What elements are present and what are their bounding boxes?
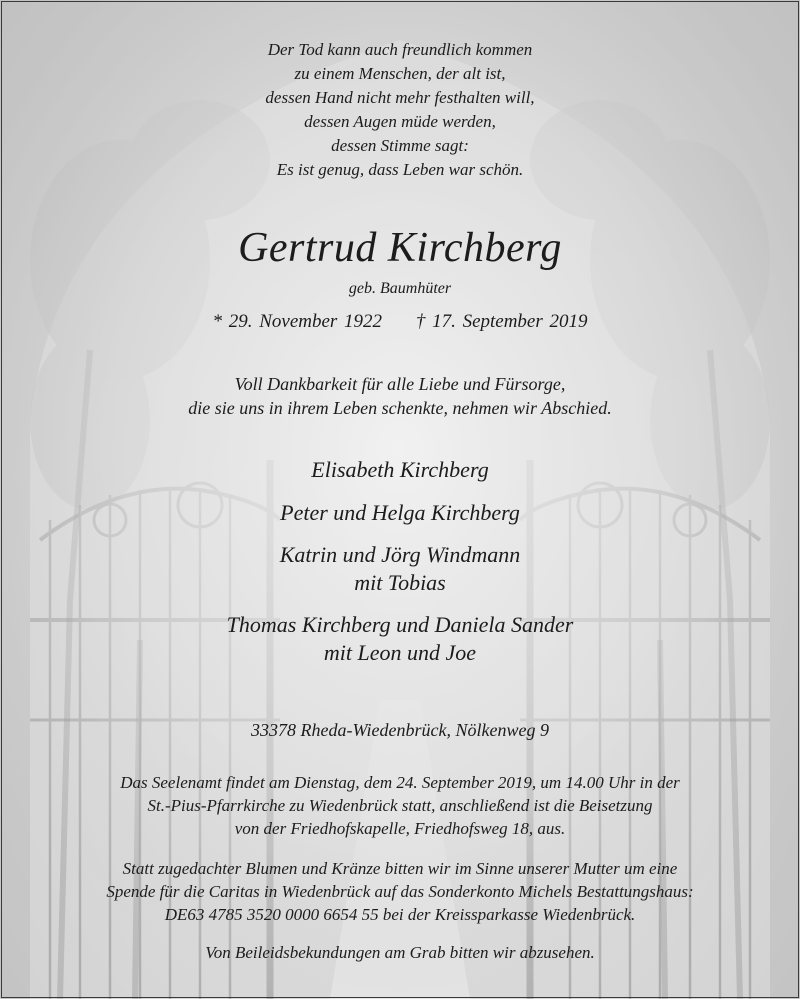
funeral-line-3: von der Friedhofskapelle, Friedhofsweg 18, aus.	[234, 819, 566, 838]
life-dates	[0, 311, 800, 333]
donation-line-2: Spende für die Caritas in Wiedenbrück auf das Sonderkonto Michels Bestattungshaus:	[106, 882, 694, 901]
funeral-line-2: St.-Pius-Pfarrkirche zu Wiedenbrück statt, anschließend ist die Beisetzung	[147, 796, 653, 815]
funeral-line-1: Das Seelenamt findet am Dienstag, dem 24. September 2019, um 14.00 Uhr in der	[120, 773, 680, 792]
thanks-line-2: die sie uns in ihrem Leben schenkte, nehmen wir Abschied.	[188, 398, 612, 418]
poem-line-4: dessen Augen müde werden,	[304, 112, 496, 131]
family-member: Katrin und Jörg Windmann	[279, 542, 521, 567]
birth-date: * 29. November 1922	[212, 311, 383, 332]
family-member: Peter und Helga Kirchberg	[280, 500, 520, 525]
thanks-line-1: Voll Dankbarkeit für alle Liebe und Fürsorge,	[234, 374, 566, 394]
poem-line-1: Der Tod kann auch freundlich kommen	[267, 40, 533, 59]
donation-line-3: DE63 4785 3520 0000 6654 55 bei der Kreissparkasse Wiedenbrück.	[164, 905, 636, 924]
address: 33378 Rheda-Wiedenbrück, Nölkenweg 9	[251, 720, 549, 740]
deceased-name: Gertrud Kirchberg	[238, 225, 562, 271]
poem-line-6: Es ist genug, dass Leben war schön.	[276, 160, 524, 179]
maiden-name: geb. Baumhüter	[348, 280, 452, 297]
poem-line-5: dessen Stimme sagt:	[331, 136, 469, 155]
closing-note: Von Beileidsbekundungen am Grab bitten wir abzusehen.	[205, 943, 595, 962]
donation-line-1: Statt zugedachter Blumen und Kränze bitten wir im Sinne unserer Mutter um eine	[122, 859, 678, 878]
poem-line-3: dessen Hand nicht mehr festhalten will,	[265, 88, 535, 107]
poem-line-2: zu einem Menschen, der alt ist,	[294, 64, 506, 83]
family-member-sub: mit Tobias	[354, 570, 446, 595]
family-member-sub: mit Leon und Joe	[323, 640, 477, 665]
family-member: Elisabeth Kirchberg	[311, 457, 489, 482]
death-date: † 17. September 2019	[415, 311, 588, 332]
family-member: Thomas Kirchberg und Daniela Sander	[226, 612, 574, 637]
